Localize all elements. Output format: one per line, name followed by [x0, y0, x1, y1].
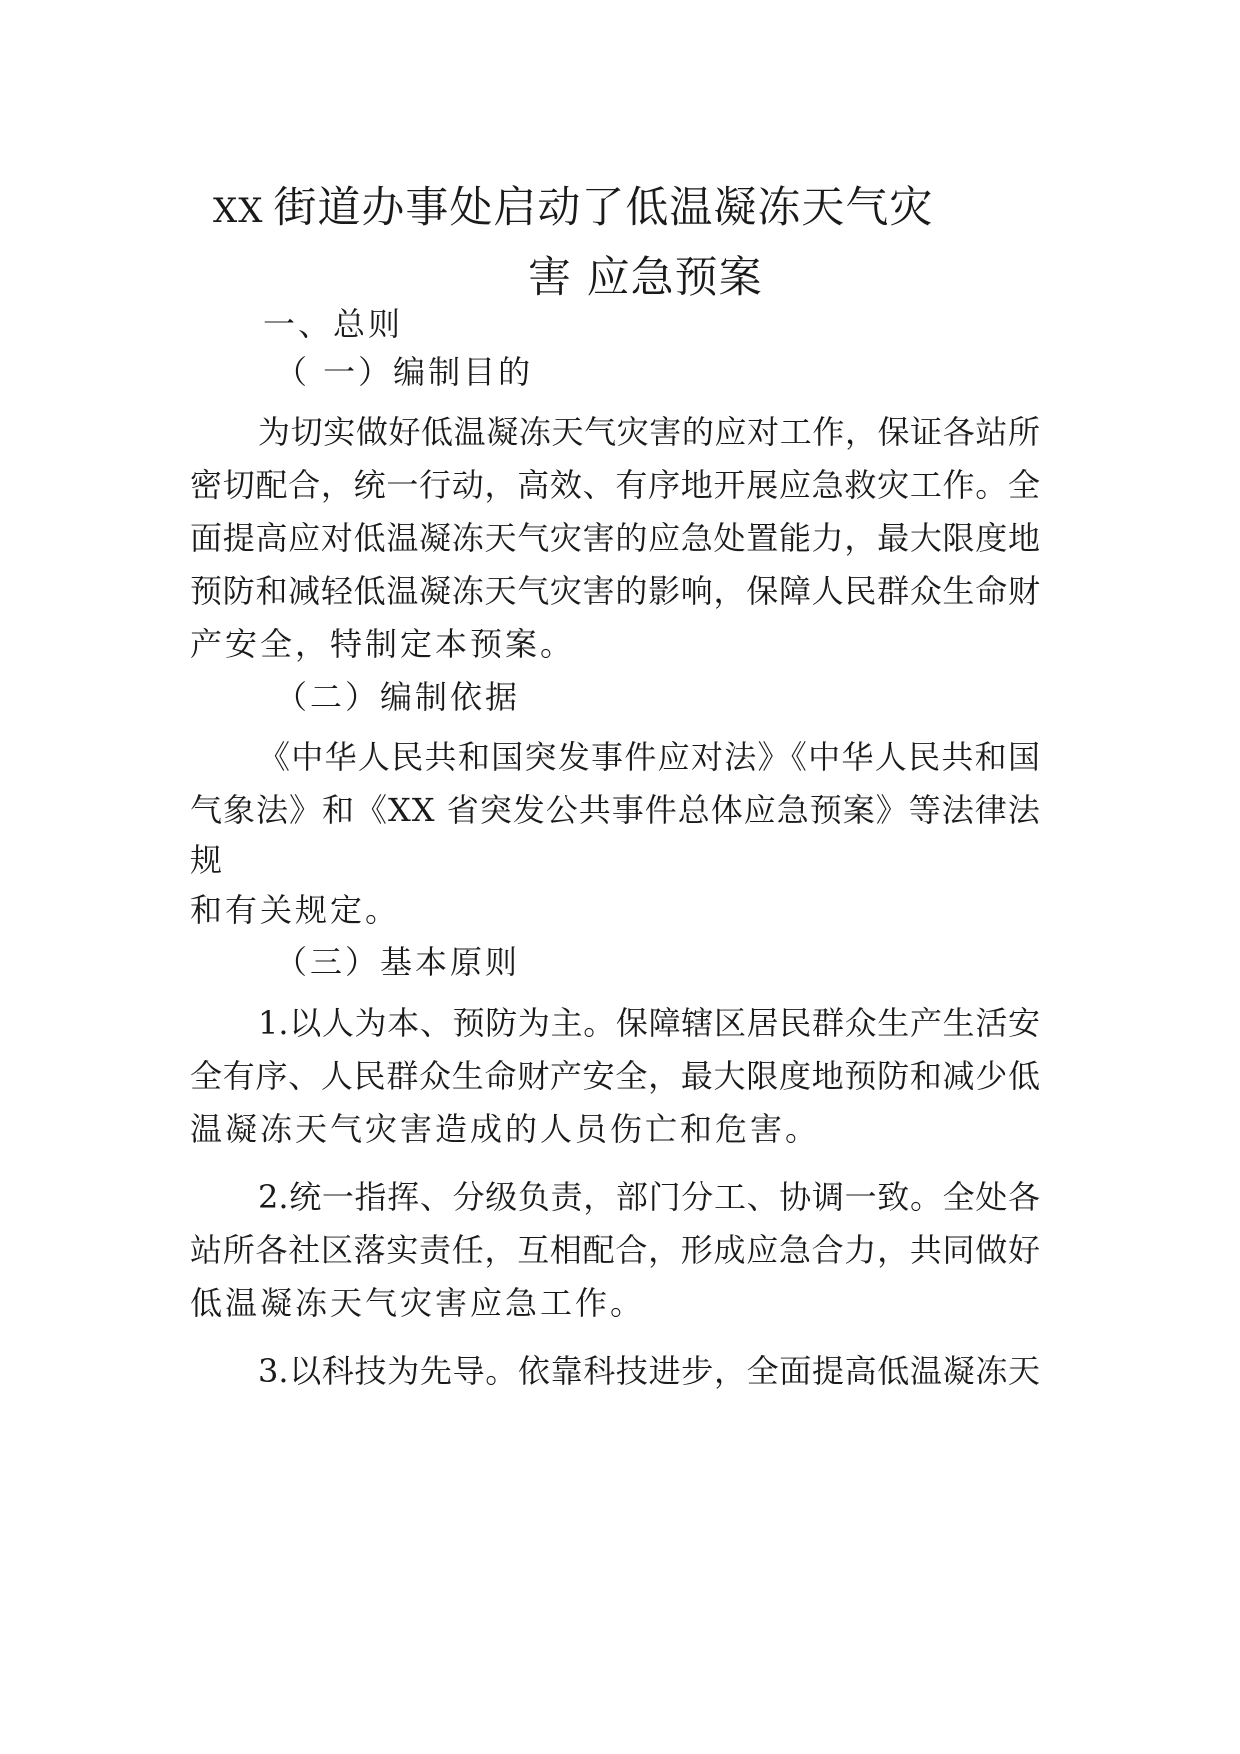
- subsection-heading-purpose: （ 一）编制目的: [275, 353, 534, 391]
- paragraph-line: 预防和减轻低温凝冻天气灾害的影响，保障人民群众生命财: [190, 572, 1040, 610]
- paragraph-line: 2.统一指挥、分级负责，部门分工、协调一致。全处各: [258, 1178, 1040, 1216]
- title-text-line-1: 街道办事处启动了低温凝冻天气灾: [273, 183, 934, 233]
- document-title-line-2: [528, 248, 1240, 308]
- paragraph-line: 1.以人为本、预防为主。保障辖区居民群众生产生活安: [258, 1004, 1040, 1042]
- paragraph-line: 为切实做好低温凝冻天气灾害的应对工作，保证各站所: [258, 413, 1040, 451]
- paragraph-line: 3.以科技为先导。依靠科技进步，全面提高低温凝冻天: [258, 1352, 1040, 1390]
- document-title-line-1: [213, 178, 1073, 241]
- paragraph-line: 气象法》和《XX 省突发公共事件总体应急预案》等法律法: [190, 791, 1041, 829]
- subsection-heading-basis: （二）编制依据: [275, 678, 521, 716]
- paragraph-line: 产安全，特制定本预案。: [190, 625, 576, 663]
- title-prefix: XX: [213, 191, 264, 231]
- paragraph-line: 密切配合，统一行动，高效、有序地开展应急救灾工作。全: [190, 466, 1040, 504]
- paragraph-line: 低温凝冻天气灾害应急工作。: [190, 1284, 646, 1322]
- subsection-heading-principles: （三）基本原则: [275, 943, 521, 981]
- paragraph-line: 面提高应对低温凝冻天气灾害的应急处置能力，最大限度地: [190, 519, 1040, 557]
- paragraph-line: 全有序、人民群众生命财产安全，最大限度地预防和减少低: [190, 1057, 1040, 1095]
- paragraph-line: 规: [190, 841, 226, 879]
- paragraph-line: 《中华人民共和国突发事件应对法》《中华人民共和国: [258, 738, 1040, 776]
- title-text-line-2: 害 应急预案: [528, 253, 763, 303]
- section-heading: 一、总则: [263, 305, 404, 343]
- paragraph-line: 和有关规定。: [190, 891, 401, 929]
- paragraph-line: 温凝冻天气灾害造成的人员伤亡和危害。: [190, 1110, 821, 1148]
- paragraph-line: 站所各社区落实责任，互相配合，形成应急合力，共同做好: [190, 1231, 1040, 1269]
